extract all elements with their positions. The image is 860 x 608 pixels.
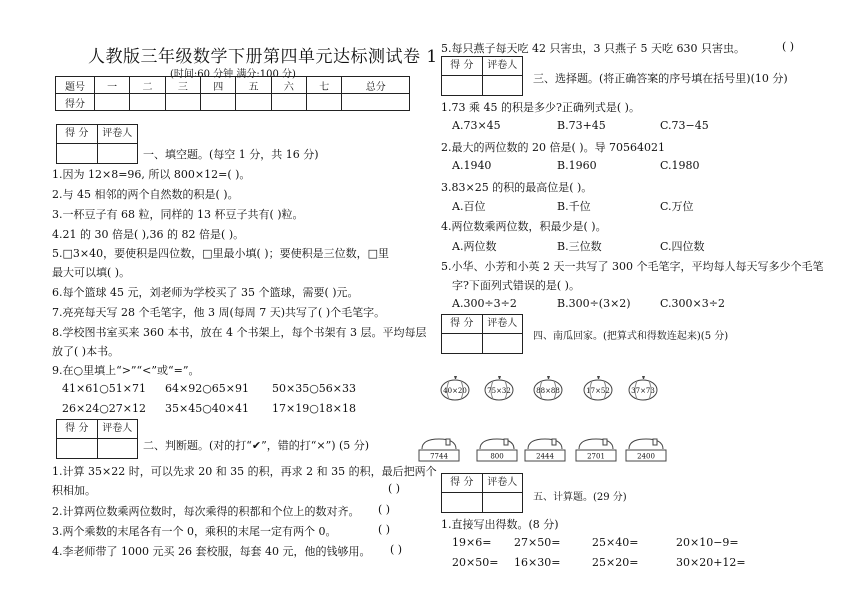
score-header-cell: 二 xyxy=(130,77,165,94)
compare-item: 50×35○56×33 xyxy=(272,382,357,395)
grader-score-cell[interactable] xyxy=(442,493,483,512)
s3-question: 4.两位数乘两位数，积最少是( )。 xyxy=(441,220,607,233)
grader-marker-label: 评卷人 xyxy=(102,423,133,434)
pumpkin-label: 37×73 xyxy=(631,387,655,395)
s3-option: A.两位数 xyxy=(452,240,497,253)
r-q5-bracket[interactable]: ( ) xyxy=(782,40,795,53)
r-q5: 5.每只燕子每天吃 42 只害虫，3 只燕子 5 天吃 630 只害虫。 xyxy=(441,42,745,55)
score-cell[interactable] xyxy=(201,94,236,111)
score-table xyxy=(55,76,410,111)
s2-line: 4.李老师带了 1000 元买 26 套校服，每套 40 元，他的钱够用。 xyxy=(52,545,371,558)
grader-marker-cell[interactable] xyxy=(483,334,523,353)
s2-line: 3.两个乘数的末尾各有一个 0，乘积的末尾一定有两个 0。 xyxy=(52,525,337,538)
score-cell[interactable] xyxy=(95,94,130,111)
compare-item: 41×61○51×71 xyxy=(62,382,147,395)
section2-title: 二、判断题。(对的打“✔”，错的打“×”) (5 分) xyxy=(143,439,370,452)
score-cell[interactable] xyxy=(165,94,200,111)
pumpkin-icon[interactable] xyxy=(533,375,563,401)
house-icon[interactable] xyxy=(522,437,568,463)
s3-option: B.1960 xyxy=(557,159,597,172)
s1-line: 9.在○里填上“>”“<”或“=”。 xyxy=(52,364,200,377)
score-header-cell: 六 xyxy=(271,77,306,94)
score-cell[interactable] xyxy=(271,94,306,111)
s1-line: 6.每个篮球 45 元，刘老师为学校买了 35 个篮球，需要( )元。 xyxy=(52,286,359,299)
section4-title: 四、南瓜回家。(把算式和得数连起来)(5 分) xyxy=(533,331,729,342)
grader-box-section5 xyxy=(441,473,523,513)
s3-option: C.1980 xyxy=(660,159,700,172)
s1-line: 8.学校图书室买来 360 本书，放在 4 个书架上，每个书架有 3 层。平均每层 xyxy=(52,326,427,339)
s2-line: 2.计算两位数乘两位数时，每次乘得的积都和个位上的数对齐。 xyxy=(52,505,360,518)
s1-line: 1.因为 12×8=96, 所以 800×12=( )。 xyxy=(52,168,251,181)
s2-bracket[interactable]: ( ) xyxy=(378,503,391,516)
pumpkin-icon[interactable] xyxy=(583,375,613,401)
grader-marker-label: 评卷人 xyxy=(102,128,133,139)
house-label: 2400 xyxy=(637,452,655,461)
score-cell[interactable] xyxy=(307,94,342,111)
house-label: 2444 xyxy=(536,452,554,461)
score-header-cell: 总分 xyxy=(342,77,410,94)
grader-box-section3 xyxy=(441,56,523,96)
s3-option: B.千位 xyxy=(557,200,591,213)
grader-score-label: 得 分 xyxy=(57,125,98,143)
s3-option: C.万位 xyxy=(660,200,694,213)
grader-score-cell[interactable] xyxy=(57,144,98,163)
calc-item: 16×30= xyxy=(514,556,561,569)
calc-item: 30×20+12= xyxy=(676,556,746,569)
s1-line: 2.与 45 相邻的两个自然数的积是( )。 xyxy=(52,188,239,201)
s3-question: 5.小华、小芳和小英 2 天一共写了 300 个毛笔字，平均每人每天写多少个毛笔 xyxy=(441,260,824,273)
house-icon[interactable] xyxy=(474,437,520,463)
s1-line: 7.亮亮每天写 28 个毛笔字，他 3 周(每周 7 天)共写了( )个毛笔字。 xyxy=(52,306,386,319)
pumpkin-icon[interactable] xyxy=(440,375,470,401)
house-icon[interactable] xyxy=(573,437,619,463)
score-row-label: 得分 xyxy=(56,94,95,111)
score-header-cell: 三 xyxy=(165,77,200,94)
grader-marker-label: 评卷人 xyxy=(487,60,518,71)
s2-line: 积相加。 xyxy=(52,484,96,497)
score-cell[interactable] xyxy=(236,94,271,111)
s3-question-cont: 字?下面列式错误的是( )。 xyxy=(452,279,580,292)
s1-line: 4.21 的 30 倍是( ),36 的 82 倍是( )。 xyxy=(52,228,245,241)
s3-option: C.73−45 xyxy=(660,119,709,132)
pumpkin-icon[interactable] xyxy=(484,375,514,401)
s1-line: 5.□3×40，要使积是四位数，□里最小填( )；要使积是三位数，□里 xyxy=(52,247,389,260)
calc-item: 25×20= xyxy=(592,556,639,569)
score-table-header-row xyxy=(56,77,410,94)
s3-question: 1.73 乘 45 的积是多少?正确列式是( )。 xyxy=(441,101,640,114)
pumpkin-label: 75×32 xyxy=(487,387,511,395)
s1-line: 3.一杯豆子有 68 粒，同样的 13 杯豆子共有( )粒。 xyxy=(52,208,304,221)
s3-option: B.73+45 xyxy=(557,119,606,132)
score-cell[interactable] xyxy=(130,94,165,111)
calc-item: 25×40= xyxy=(592,536,639,549)
section3-title: 三、选择题。(将正确答案的序号填在括号里)(10 分) xyxy=(533,72,788,85)
s3-option: C.四位数 xyxy=(660,240,705,253)
page-subtitle: (时间:60 分钟 满分:100 分) xyxy=(170,69,296,80)
grader-marker-cell[interactable] xyxy=(98,439,138,458)
grader-marker-cell[interactable] xyxy=(483,493,523,512)
s3-option: B.三位数 xyxy=(557,240,602,253)
s1-line: 放了( )本书。 xyxy=(52,345,120,358)
s5-sub: 1.直接写出得数。(8 分) xyxy=(441,518,559,531)
score-header-cell: 一 xyxy=(95,77,130,94)
s3-question: 3.83×25 的积的最高位是( )。 xyxy=(441,181,593,194)
compare-item: 35×45○40×41 xyxy=(165,402,250,415)
house-icon[interactable] xyxy=(623,437,669,463)
grader-box-section4 xyxy=(441,314,523,354)
compare-item: 17×19○18×18 xyxy=(272,402,357,415)
s2-bracket[interactable]: ( ) xyxy=(378,523,391,536)
pumpkin-icon[interactable] xyxy=(628,375,658,401)
grader-box-section1 xyxy=(56,124,138,164)
grader-marker-cell[interactable] xyxy=(98,144,138,163)
score-header-cell: 四 xyxy=(201,77,236,94)
grader-score-label: 得 分 xyxy=(57,420,98,438)
s3-option: A.百位 xyxy=(452,200,486,213)
s3-option: B.300÷(3×2) xyxy=(557,297,631,310)
pumpkin-label: 88×88 xyxy=(536,387,560,395)
s3-option: A.73×45 xyxy=(452,119,501,132)
pumpkin-label: 17×52 xyxy=(586,387,610,395)
house-label: 7744 xyxy=(430,452,448,461)
score-table-score-row xyxy=(56,94,410,111)
calc-item: 20×50= xyxy=(452,556,499,569)
section5-title: 五、计算题。(29 分) xyxy=(533,492,627,503)
calc-item: 20×10−9= xyxy=(676,536,739,549)
grader-marker-label: 评卷人 xyxy=(487,477,518,488)
score-header-cell: 七 xyxy=(307,77,342,94)
grader-score-cell[interactable] xyxy=(57,439,98,458)
section1-title: 一、填空题。(每空 1 分，共 16 分) xyxy=(143,148,319,161)
calc-item: 19×6= xyxy=(452,536,492,549)
s2-line: 1.计算 35×22 时，可以先求 20 和 35 的积，再求 2 和 35 的积，最后把两个 xyxy=(52,465,437,478)
s2-bracket[interactable]: ( ) xyxy=(390,543,403,556)
s3-question: 2.最大的两位数的 20 倍是( )。导 70564021 xyxy=(441,141,666,154)
s3-option: A.1940 xyxy=(452,159,492,172)
s1-line: 最大可以填( )。 xyxy=(52,266,131,279)
pumpkin-label: 40×20 xyxy=(443,387,467,395)
grader-box-section2 xyxy=(56,419,138,459)
grader-marker-cell[interactable] xyxy=(483,76,523,95)
grader-score-label: 得 分 xyxy=(442,474,483,492)
compare-item: 26×24○27×12 xyxy=(62,402,147,415)
grader-marker-label: 评卷人 xyxy=(487,318,518,329)
house-label: 800 xyxy=(490,452,504,461)
s3-option: A.300÷3÷2 xyxy=(452,297,517,310)
score-header-cell: 五 xyxy=(236,77,271,94)
compare-item: 64×92○65×91 xyxy=(165,382,250,395)
grader-score-label: 得 分 xyxy=(442,315,483,333)
grader-score-label: 得 分 xyxy=(442,57,483,75)
house-icon[interactable] xyxy=(416,437,462,463)
grader-score-cell[interactable] xyxy=(442,76,483,95)
page-title: 人教版三年级数学下册第四单元达标测试卷 1 xyxy=(88,47,438,67)
house-label: 2701 xyxy=(587,452,605,461)
grader-score-cell[interactable] xyxy=(442,334,483,353)
calc-item: 27×50= xyxy=(514,536,561,549)
s2-bracket[interactable]: ( ) xyxy=(388,482,401,495)
score-cell[interactable] xyxy=(342,94,410,111)
score-header-cell: 题号 xyxy=(56,77,95,94)
s3-option: C.300×3÷2 xyxy=(660,297,725,310)
